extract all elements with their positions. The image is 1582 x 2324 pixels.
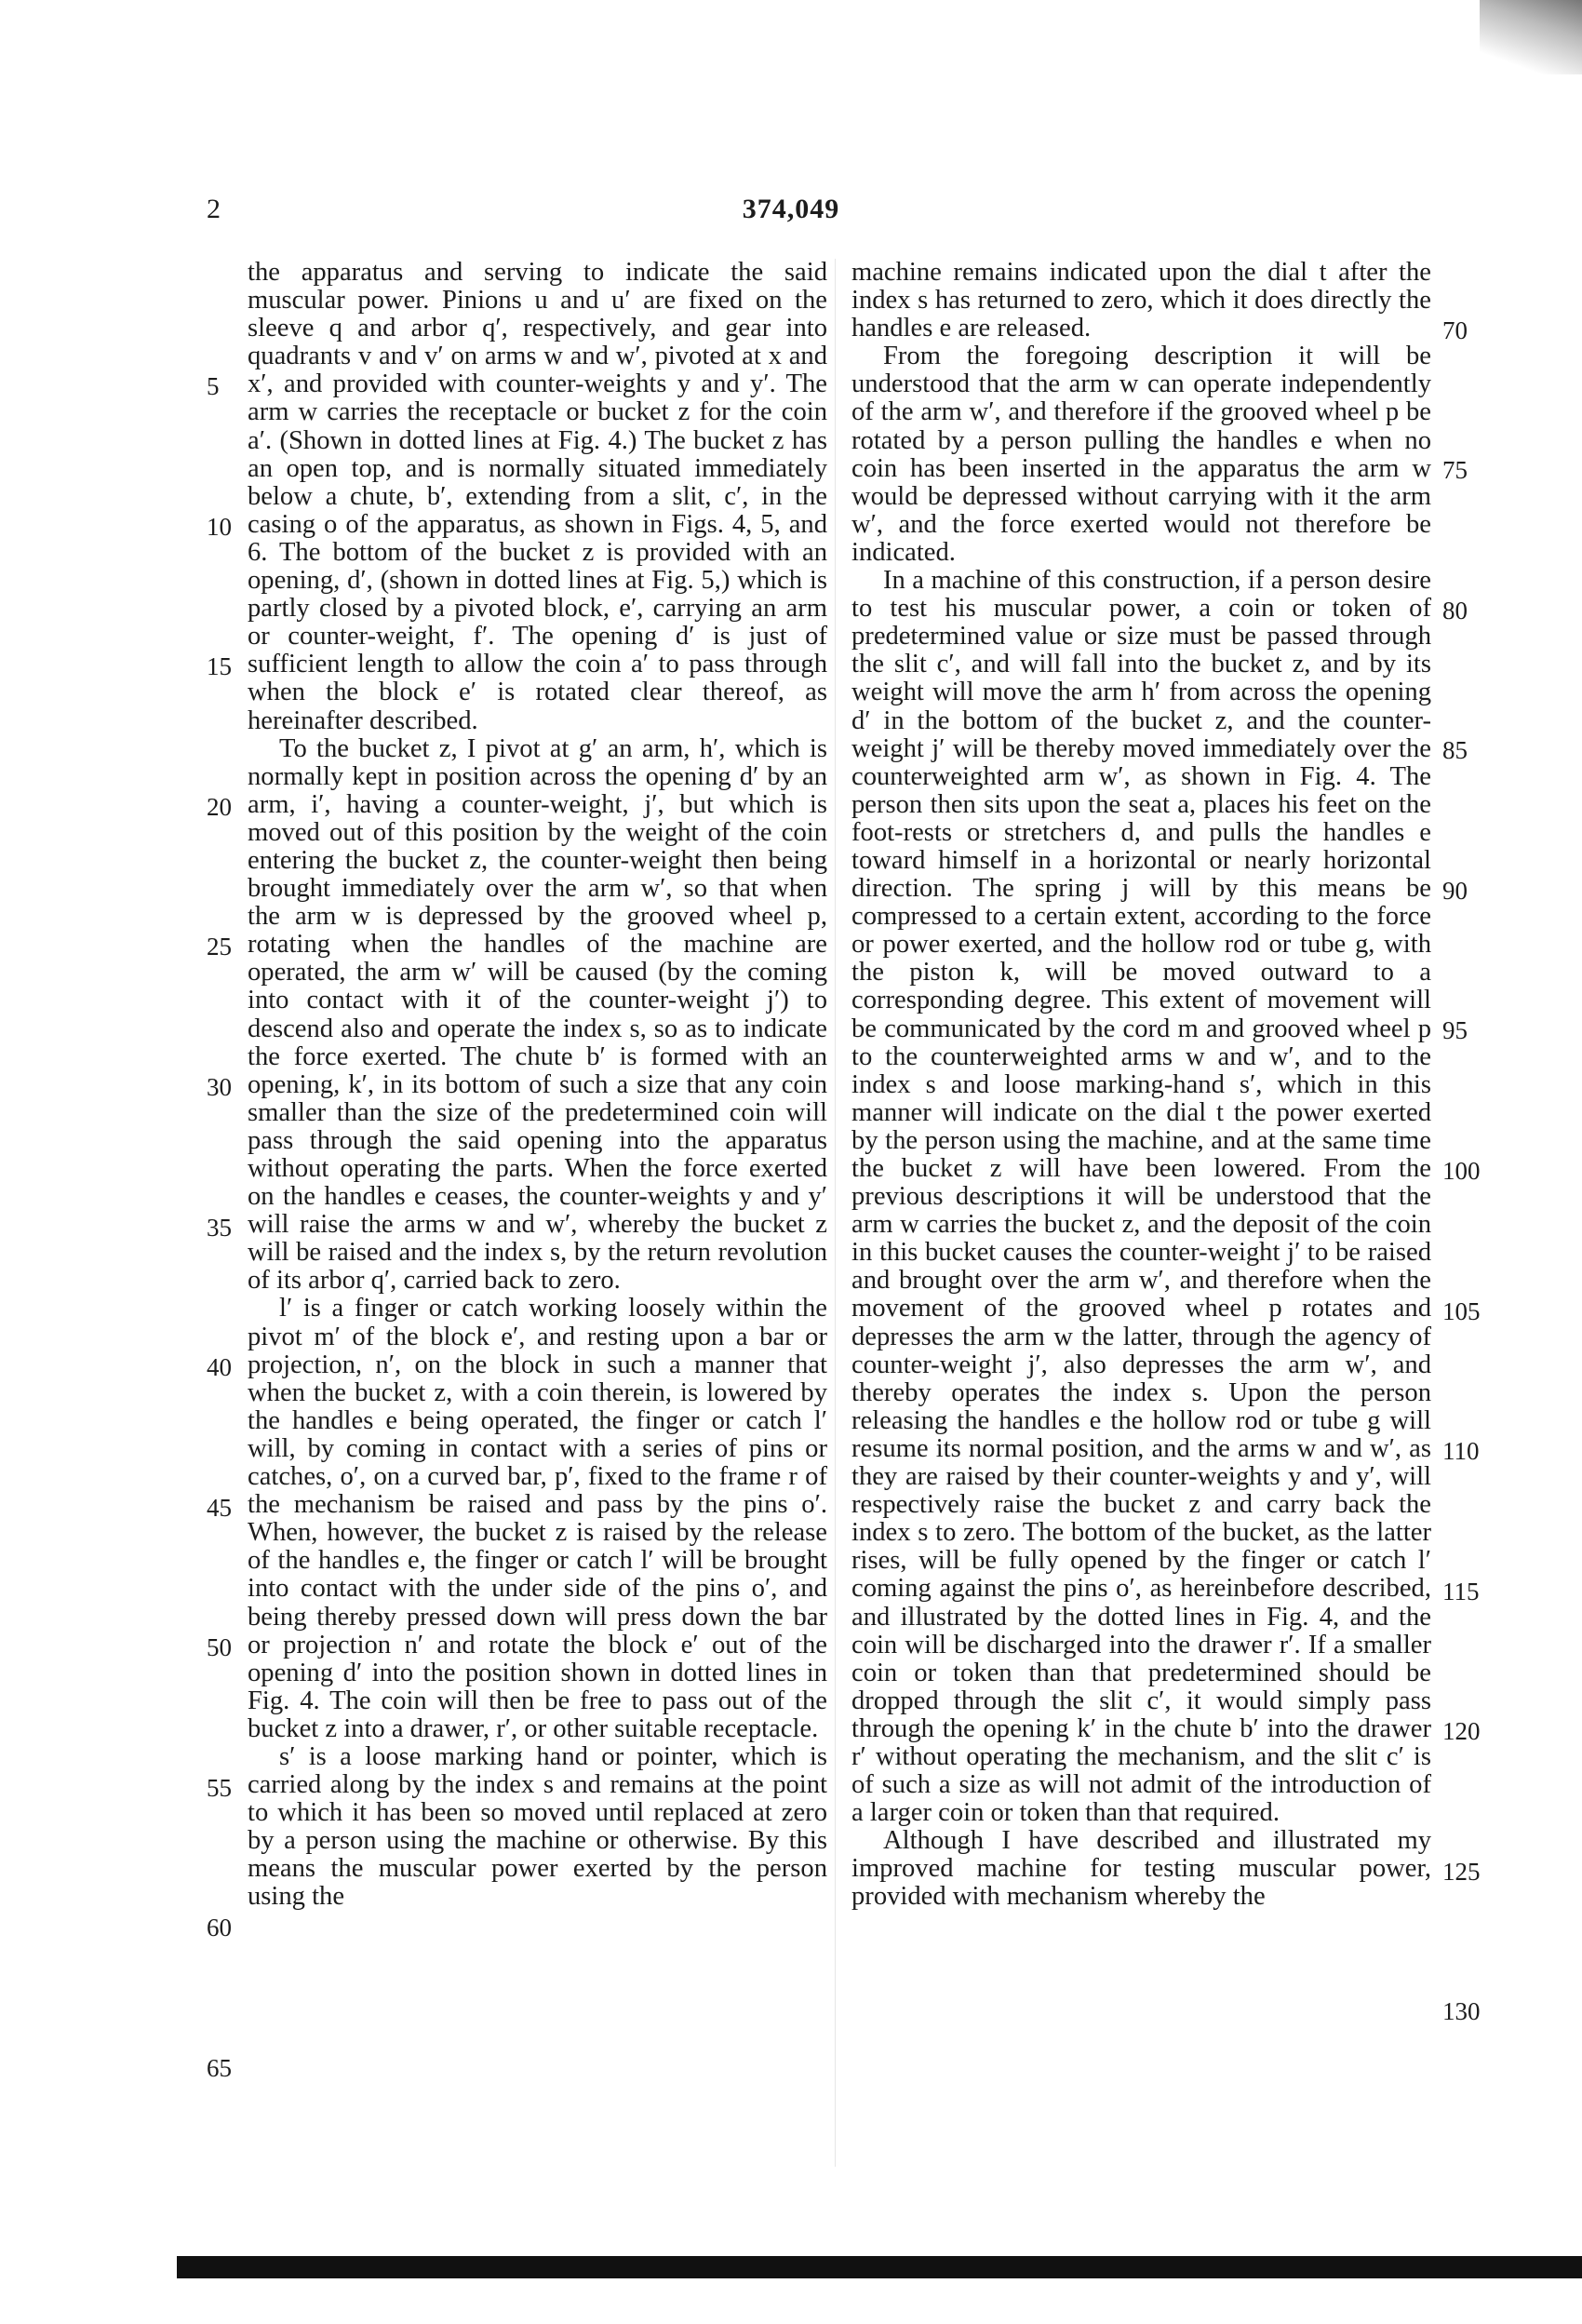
line-number: 75 (1442, 456, 1468, 484)
paragraph: l′ is a finger or catch working loosely within the pivot m′ of the block e′, and resting upon a bar or projection, n′, on the block in such a manner that when the bucket z, with a coin therein, is lowered by the handles e being operated, the finger or catch l′ will, by coming in contact with a series of pins or catches, o′, on a curved bar, p′, fixed to the frame r of the mechanism be raised and pass by the pins o′. When, however, the bucket z is raised by the release of the handles e, the finger or catch l′ will be brought into contact with the under side of the pins o′, and being thereby pressed down will press down the bar or projection n′ and rotate the block e′ out of the opening d′ into the position shown in dotted lines in Fig. 4. The coin will then be free to pass out of the bucket z into a drawer, r′, or other suitable receptacle. (248, 1294, 827, 1743)
left-text-column (248, 259, 827, 1912)
line-number: 120 (1442, 1717, 1481, 1745)
line-number: 125 (1442, 1858, 1481, 1886)
line-number: 85 (1442, 736, 1468, 764)
line-number: 100 (1442, 1157, 1481, 1185)
line-number: 10 (207, 513, 232, 541)
line-number: 60 (207, 1914, 232, 1941)
line-number: 25 (207, 933, 232, 960)
paragraph: In a machine of this construction, if a person desire to test his muscular power, a coin or token of predetermined value or size must be passed through the slit c′, and will fall into the bucket z, and by its weight will move the arm h′ from across the opening d′ in the bottom of the bucket z, and the counter-weight j′ will be thereby moved immediately over the counterweighted arm w′, as shown in Fig. 4. The person then sits upon the seat a, places his feet on the foot-rests or stretchers d, and pulls the handles e toward himself in a horizontal or nearly horizontal direction. The spring j will by this means be compressed to a certain extent, according to the force or power exerted, and the hollow rod or tube g, with the piston k, will be moved outward to a corresponding degree. This extent of movement will be communicated by the cord m and grooved wheel p to the counterweighted arms w and w′, and to the index s and loose marking-hand s′, which in this manner will indicate on the dial t the power exerted by the person using the machine, and at the same time the bucket z will have been lowered. From the previous descriptions it will be understood that the arm w carries the bucket z, and the deposit of the coin in this bucket causes the counter-weight j′ to be raised and brought over the arm w′, and therefore when the movement of the grooved wheel p rotates and depresses the arm w the latter, through the agency of counter-weight j′, also depresses the arm w′, and thereby operates the index s. Upon the person releasing the handles e the hollow rod or tube g will resume its normal position, and the arms w and w′, as they are raised by their counter-weights y and y′, will respectively raise the bucket z and carry back the index s to zero. The bottom of the bucket, as the latter rises, will be fully opened by the finger or catch l′ coming against the pins o′, as hereinbefore described, and illustrated by the dotted lines in Fig. 4, and the coin will be discharged into the drawer r′. If a smaller coin or token than that predetermined should be dropped through the slit c′, it would simply pass through the opening k′ in the chute b′ into the drawer r′ without operating the mechanism, and the slit c′ is of such a size as will not admit of the introduction of a larger coin or token than that required. (851, 566, 1431, 1828)
paragraph: the apparatus and serving to indicate the said muscular power. Pinions u and u′ are fixed on the sleeve q and arbor q′, respectively, and gear into quadrants v and v′ on arms w and w′, pivoted at x and x′, and provided with counter-weights y and y′. The arm w carries the receptacle or bucket z for the coin a′. (Shown in dotted lines at Fig. 4.) The bucket z has an open top, and is normally situated immediately below a chute, b′, extending from a slit, c′, in the casing o of the apparatus, as shown in Figs. 4, 5, and 6. The bottom of the bucket z is provided with an opening, d′, (shown in dotted lines at Fig. 5,) which is partly closed by a pivoted block, e′, carrying an arm or counter-weight, f′. The opening d′ is just of sufficient length to allow the coin a′ to pass through when the block e′ is rotated clear thereof, as hereinafter described. (248, 258, 827, 735)
line-number: 15 (207, 652, 232, 680)
line-number: 45 (207, 1494, 232, 1522)
line-number: 65 (207, 2054, 232, 2082)
line-number: 40 (207, 1353, 232, 1381)
paragraph: Although I have described and illustrated my improved machine for testing muscular power, provided with mechanism whereby the (851, 1826, 1431, 1912)
line-number: 95 (1442, 1016, 1468, 1044)
paragraph: To the bucket z, I pivot at g′ an arm, h′, which is normally kept in position across the opening d′ by an arm, i′, having a counter-weight, j′, but which is moved out of this position by the weight of the coin entering the bucket z, the counter-weight then being brought immediately over the arm w′, so that when the arm w is depressed by the grooved wheel p, rotating when the handles of the machine are operated, the arm w′ will be caused (by the coming into contact with it of the counter-weight j′) to descend also and operate the index s, so as to indicate the force exerted. The chute b′ is formed with an opening, k′, in its bottom of such a size that any coin smaller than the size of the predetermined coin will pass through the said opening into the apparatus without operating the parts. When the force exerted on the handles e ceases, the counter-weights y and y′ will raise the arms w and w′, whereby the bucket z will be raised and the index s, by the return revolution of its arbor q′, carried back to zero. (248, 733, 827, 1296)
line-number: 30 (207, 1073, 232, 1101)
line-number: 35 (207, 1214, 232, 1242)
paragraph: s′ is a loose marking hand or pointer, which is carried along by the index s and remains at the point to which it has been so moved until replaced at zero by a person using the machine or otherwise. By this means the muscular power exerted by the person using the (248, 1741, 827, 1912)
column-divider (835, 259, 836, 2167)
page-number: 2 (207, 194, 221, 224)
line-number: 50 (207, 1633, 232, 1661)
line-number: 90 (1442, 877, 1468, 905)
scan-edge-bar (177, 2256, 1582, 2278)
line-number: 115 (1442, 1578, 1480, 1605)
line-number: 110 (1442, 1437, 1480, 1465)
scan-corner-shadow (1480, 0, 1582, 74)
line-number: 20 (207, 793, 232, 821)
line-number: 130 (1442, 1997, 1481, 2025)
paragraph: machine remains indicated upon the dial t after the index s has returned to zero, which it does directly the handles e are released. (851, 258, 1431, 343)
line-number: 55 (207, 1774, 232, 1802)
line-number: 70 (1442, 316, 1468, 344)
right-text-column (851, 259, 1431, 1912)
line-number: 105 (1442, 1297, 1481, 1325)
patent-number: 374,049 (742, 194, 840, 224)
line-number: 5 (207, 372, 220, 400)
line-number: 80 (1442, 597, 1468, 625)
paragraph: From the foregoing description it will be understood that the arm w can operate independently of the arm w′, and therefore if the grooved wheel p be rotated by a person pulling the handles e when no coin has been inserted in the apparatus the arm w would be depressed without carrying with it the arm w′, and the force exerted would not therefore be indicated. (851, 342, 1431, 567)
